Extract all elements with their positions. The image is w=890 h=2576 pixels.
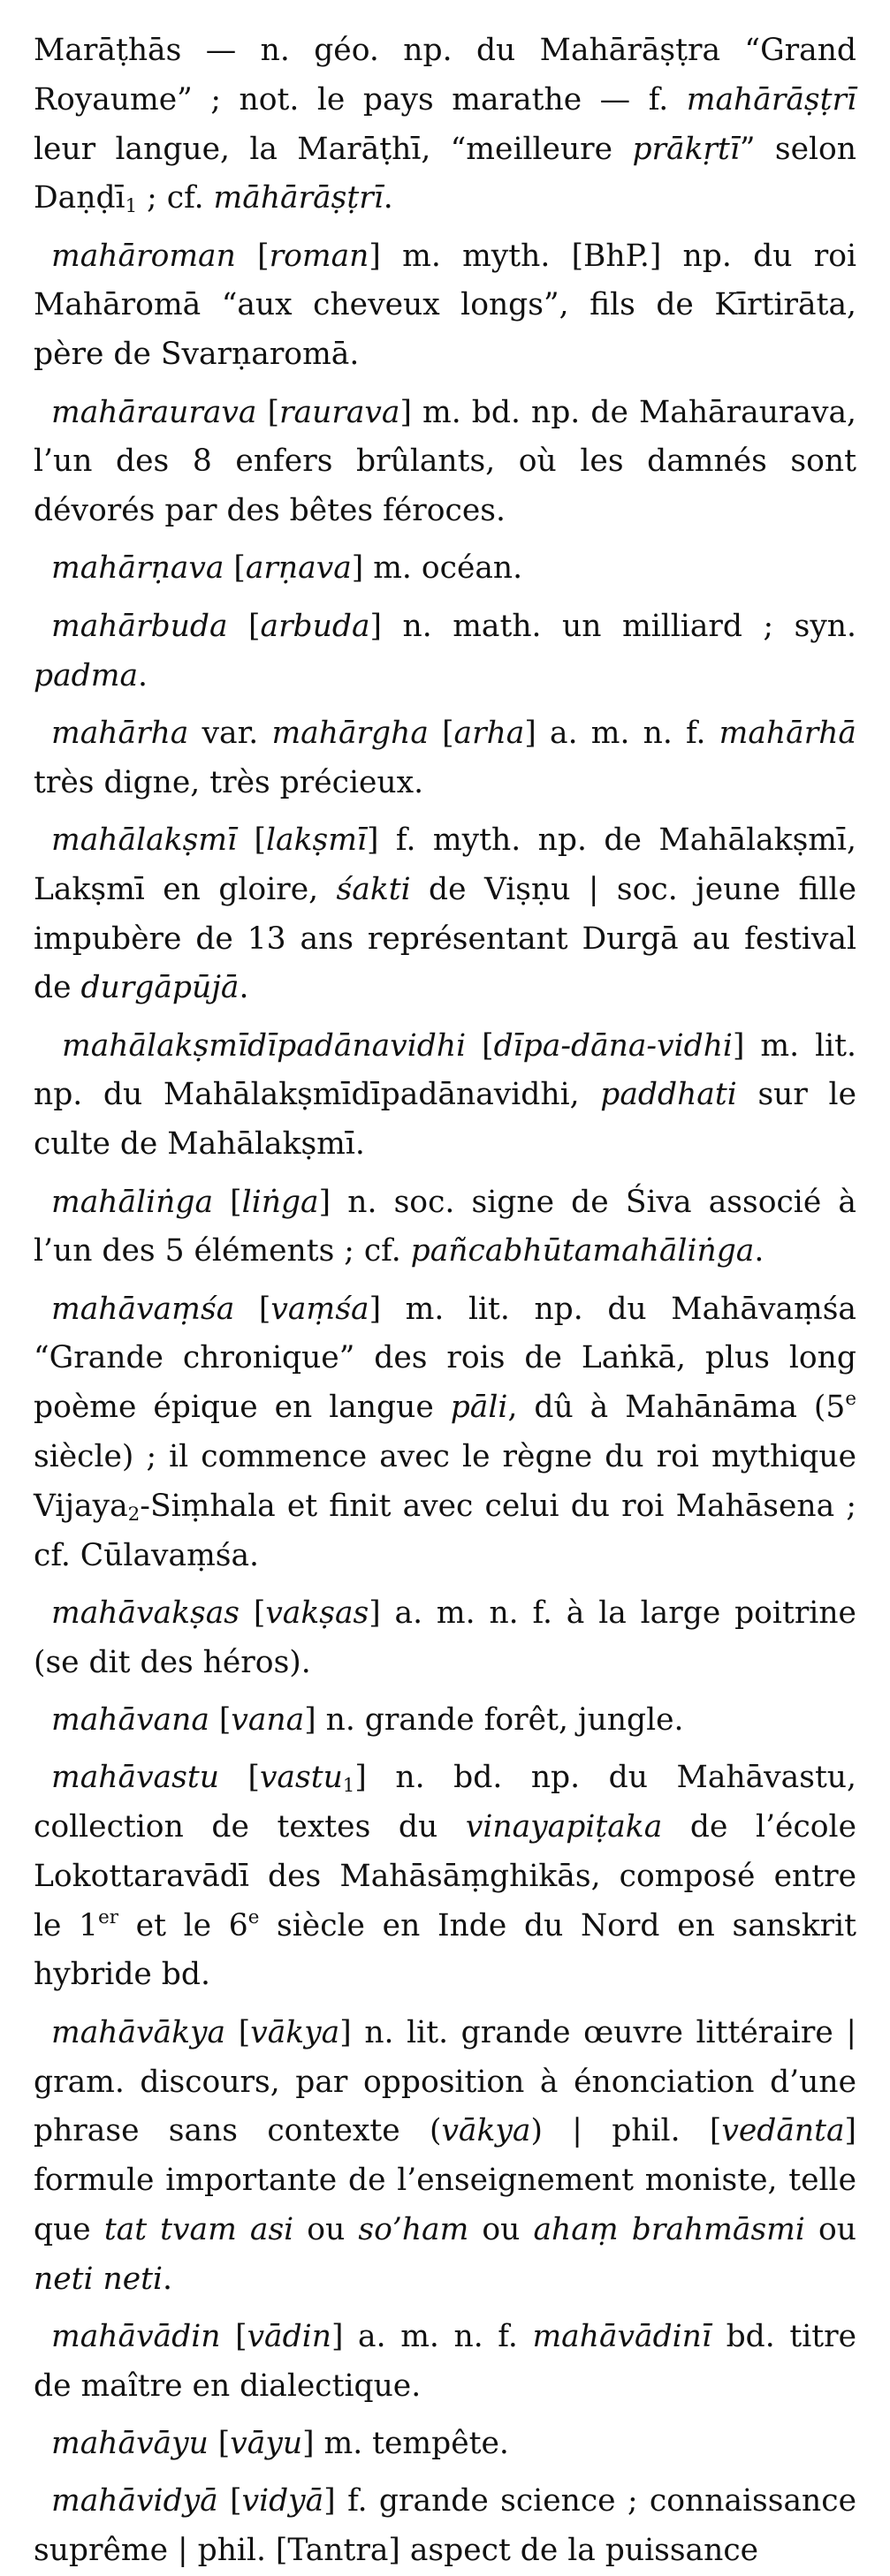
entry-text: siècle) ; il commence avec le règne du roi mythique Vijaya [34, 1439, 856, 1524]
entry-text: ] n. bd. np. du Mahāvastu, collection de textes du [34, 1760, 856, 1845]
entry-text: de l’école Lokottaravādī des Mahāsāṃghikās, composé entre le 1 [34, 1809, 856, 1943]
entry-text: ] m. myth. [BhP.] np. du roi Mahāromā “aux cheveux longs”, fils de Kīrtirāta, père de Svarṇaromā. [34, 238, 856, 373]
italic-term: vastu [259, 1760, 343, 1796]
entry-mahavayu [34, 2420, 856, 2469]
entry-mahavidya [34, 2477, 856, 2576]
entry-text: de Viṣṇu | soc. jeune fille impubère de 13 ans représentant Durgā au festival de [34, 871, 856, 1006]
entry-mahavadin [34, 2313, 856, 2412]
italic-term: vādin [247, 2319, 331, 2355]
superscript: er [98, 1905, 118, 1928]
entry-text: . [163, 2261, 173, 2297]
headword: mahālakṣmī [51, 822, 238, 858]
italic-term: neti neti [34, 2261, 164, 2297]
italic-term: roman [269, 238, 369, 274]
entry-maharoman [34, 232, 856, 380]
entry-text: [ [234, 1291, 271, 1327]
entry-mahavamsa [34, 1285, 856, 1581]
entry-text: ] a. m. n. f. à la large poitrine (se dit des héros). [34, 1595, 856, 1680]
entry-text: ] a. m. n. f. [331, 2319, 533, 2355]
entry-mahavana [34, 1696, 856, 1746]
italic-term: durgāpūjā [80, 970, 240, 1006]
headword: mahālakṣmīdīpadānavidhi [62, 1027, 467, 1064]
entry-text: [ [225, 2014, 251, 2050]
headword: mahāvādin [51, 2319, 221, 2355]
italic-term: lakṣmī [266, 822, 367, 858]
italic-term: vidyā [241, 2483, 324, 2519]
entry-text: ] n. lit. grande œuvre littéraire | gram. discours, par opposition à énonciation d’une phrase sans contexte ( [34, 2014, 856, 2149]
italic-term: tat tvam asi [103, 2211, 294, 2247]
entry-text: et le 6 [118, 1907, 248, 1943]
entry-text: . [239, 970, 249, 1006]
entry-text: ” selon Daṇḍī [34, 131, 857, 216]
headword: mahāvākya [51, 2014, 226, 2050]
italic-term: arṇava [245, 550, 352, 587]
headword: mahāvastu [51, 1760, 219, 1796]
entry-text: ou [293, 2211, 359, 2247]
entry-maharbuda [34, 602, 856, 701]
italic-term: vakṣas [265, 1595, 369, 1631]
italic-term: vaṃśa [270, 1291, 369, 1327]
italic-term: ahaṃ brahmāsmi [533, 2211, 805, 2247]
italic-term: arbuda [260, 608, 370, 644]
entry-text: ] f. myth. np. de Mahālakṣmī, Lakṣmī en gloire, [34, 822, 856, 907]
entry-text: bd. titre de maître en dialectique. [34, 2319, 856, 2404]
headword: mahāliṅga [51, 1184, 214, 1220]
entry-marathas [34, 27, 856, 224]
italic-term: vākya [250, 2014, 340, 2050]
entry-text: ] n. math. un milliard ; syn. [369, 608, 856, 644]
subscript: 1 [342, 1775, 355, 1798]
headword: mahāroman [51, 238, 236, 274]
entry-mahalinga [34, 1178, 856, 1277]
italic-term: mahārhā [719, 715, 856, 751]
italic-term: so’ham [358, 2211, 469, 2247]
entry-maharaurava [34, 389, 856, 536]
entry-text: [ [240, 1595, 266, 1631]
entry-text: -Siṃhala et finit avec celui du roi Mahāsena ; cf. Cūlavaṃśa. [34, 1488, 856, 1573]
entry-text: sur le culte de Mahālakṣmī. [34, 1077, 856, 1163]
entry-text: ] m. océan. [351, 550, 523, 587]
italic-term: mahārāṣṭrī [686, 81, 856, 117]
italic-term: prākṛtī [632, 131, 740, 167]
entry-text: leur langue, la Marāṭhī, “meilleure [34, 131, 633, 167]
headword: mahāvana [51, 1702, 209, 1738]
entry-mahalaksmi [34, 816, 856, 1013]
entry-text: ] m. tempête. [302, 2426, 509, 2462]
entry-text: . [754, 1233, 764, 1269]
italic-term: padma [34, 657, 139, 693]
entry-text: ] m. bd. np. de Mahāraurava, l’un des 8 enfers brûlants, où les damnés sont dévorés par des bêtes féroces. [34, 394, 856, 529]
entry-text: ; cf. [137, 180, 214, 216]
entry-mahavastu [34, 1754, 856, 2000]
headword: mahāvakṣas [51, 1595, 240, 1631]
entry-text: [ [213, 1184, 242, 1220]
entry-text: ] a. m. n. f. [524, 715, 719, 751]
entry-text: [ [227, 608, 261, 644]
entry-text: [ [428, 715, 454, 751]
italic-term: paddhati [600, 1077, 737, 1113]
entry-text: [ [466, 1027, 494, 1064]
entry-text: [ [256, 394, 280, 430]
italic-term: vedānta [721, 2113, 845, 2149]
entry-text: [ [235, 238, 270, 274]
entry-text: Marāṭhās — n. géo. np. du Mahārāṣṭra “Grand Royaume” ; not. le pays marathe — f. [34, 33, 856, 117]
entry-text: , dû à Mahānāma (5 [507, 1390, 846, 1426]
headword: mahāvaṃśa [51, 1291, 235, 1327]
italic-term: arha [453, 715, 525, 751]
headword: mahārṇava [51, 550, 224, 587]
italic-term: vākya [441, 2113, 531, 2149]
entry-text: [ [224, 550, 246, 587]
headword: mahārha [51, 715, 189, 751]
headword: mahāvidyā [51, 2483, 218, 2519]
entry-text: [ [237, 822, 266, 858]
italic-term: vana [231, 1702, 305, 1738]
subscript: 2 [127, 1503, 141, 1526]
entry-mahavaksas [34, 1589, 856, 1688]
entry-text: . [383, 180, 393, 216]
italic-term: śakti [336, 871, 411, 907]
entry-text: [ [209, 1702, 232, 1738]
entry-text: ] f. grande science ; connaissance suprême | phil. [Tantra] aspect de la puissance [34, 2483, 856, 2569]
entry-text: ] n. grande forêt, jungle. [304, 1702, 684, 1738]
headword: mahārbuda [51, 608, 228, 644]
entry-list [34, 27, 856, 2576]
entry-text: ] n. soc. signe de Śiva associé à l’un des 5 éléments ; cf. [34, 1184, 856, 1269]
italic-term: pāli [450, 1390, 508, 1426]
entry-text: ] m. lit. np. du Mahāvaṃśa “Grande chronique” des rois de Laṅkā, plus long poème épique en langue [34, 1291, 856, 1426]
subscript: 1 [125, 195, 138, 218]
italic-term: māhārāṣṭrī [213, 180, 384, 216]
entry-text: . [138, 657, 148, 693]
entry-text: [ [217, 2483, 242, 2519]
entry-text: var. [188, 715, 272, 751]
italic-term: dīpa-dāna-vidhi [493, 1027, 733, 1064]
italic-term: mahārgha [271, 715, 429, 751]
entry-text: ) | phil. [ [530, 2113, 722, 2149]
italic-term: pañcabhūtamahāliṅga [410, 1233, 755, 1269]
headword: mahāraurava [51, 394, 257, 430]
headword: mahāvāyu [51, 2426, 209, 2462]
entry-mahavakya [34, 2009, 856, 2305]
entry-text: très digne, très précieux. [34, 764, 424, 800]
italic-term: liṅga [241, 1184, 319, 1220]
entry-text: siècle en Inde du Nord en sanskrit hybride bd. [34, 1907, 857, 1993]
italic-term: vinayapiṭaka [465, 1809, 663, 1845]
superscript: e [247, 1905, 260, 1928]
italic-term: raurava [279, 394, 400, 430]
superscript: e [845, 1388, 856, 1411]
entry-text: ou [468, 2211, 534, 2247]
italic-term: mahāvādinī [532, 2319, 711, 2355]
entry-mahalaksmidipadanavidhi [34, 1022, 856, 1170]
entry-maharha [34, 709, 856, 808]
entry-text: [ [220, 2319, 247, 2355]
entry-text: [ [208, 2426, 231, 2462]
entry-text: ] formule importante de l’enseignement moniste, telle que [34, 2113, 857, 2247]
entry-text: ] m. lit. np. du Mahālakṣmīdīpadānavidhi, [34, 1027, 856, 1113]
italic-term: vāyu [230, 2426, 303, 2462]
entry-maharnava [34, 544, 856, 594]
entry-text: ou [804, 2211, 856, 2247]
entry-text: [ [218, 1760, 260, 1796]
